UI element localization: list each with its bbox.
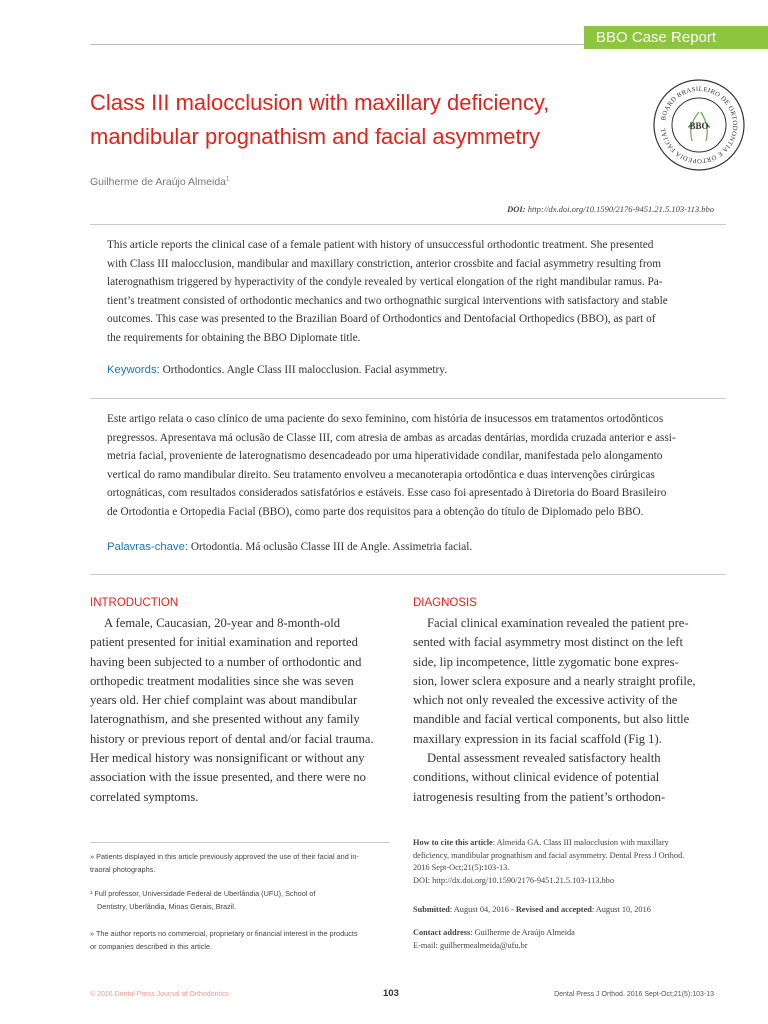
footnote-line: » The author reports no commercial, proprietary or financial interest in the products (90, 929, 358, 938)
keywords-pt (107, 541, 472, 553)
abstract-pt-line: Este artigo relata o caso clínico de uma paciente do sexo feminino, com história de insucessos em tratamentos ortodônticos (107, 413, 664, 425)
introduction-text (90, 614, 390, 807)
accepted-label: Revised and accepted (515, 905, 592, 914)
abstract-en-line: with Class III malocclusion, mandibular and maxillary constriction, anterior crossbite and facial asymmetry resulting from (107, 257, 662, 270)
keywords-en-label: Keywords: (107, 364, 160, 376)
citation-line: : Almeida GA. Class III malocclusion with maxillary (492, 838, 669, 847)
svg-text:BOARD BRASILEIRO DE ORTODONTIA: BOARD BRASILEIRO DE ORTODONTIA E ORTOPEDIA FACIAL (660, 85, 739, 165)
diagnosis-line: mandible and facial vertical components, but also little (413, 712, 690, 727)
abstract-pt-rule (90, 398, 726, 399)
seal-center-text: BBO (689, 121, 709, 131)
diagnosis-line: which not only revealed the excessive activity of the (413, 693, 678, 708)
introduction-line: having been subjected to a number of orthodontic and (90, 654, 362, 669)
footer-copyright: © 2016 Dental Press Journal of Orthodontics (90, 991, 230, 998)
abstract-pt-line: ortognáticas, com resultados considerados satisfatórios e estáveis. Esse caso foi apresentado à Diretoria do Board Brasileiro (107, 487, 667, 500)
author-affiliation-mark: 1 (226, 176, 230, 183)
abstract-pt-line: vertical do ramo mandibular direito. Seu tratamento envolveu a mecanoterapia ortodôntica e duas intervenções cirúrgicas (107, 468, 655, 481)
section-label (596, 28, 716, 47)
abstract-pt-line: metria facial, proveniente de laterognatismo desencadeado por uma hiperatividade condilar, manifestada pelo alongamento (107, 450, 663, 463)
abstract-bottom-rule (90, 574, 726, 575)
doi-line (507, 204, 714, 214)
doi-link[interactable]: http://dx.doi.org/10.1590/2176-9451.21.5.103-113.bbo (527, 204, 714, 214)
abstract-en-line: laterognathism triggered by hyperactivity of the condyle revealed by vertical elongation of the right mandibular ramus. Pa- (107, 276, 663, 289)
introduction-line: patient presented for initial examination and reported (90, 635, 358, 650)
abstract-top-rule (90, 224, 726, 225)
diagnosis-line: side, lip incompetence, little zygomatic bone expres- (413, 654, 679, 669)
footnote-line: » Patients displayed in this article previously approved the use of their facial and in- (90, 852, 359, 861)
author-line (90, 176, 229, 188)
introduction-line: orthopedic treatment modalities since she was seven (90, 673, 354, 688)
abstract-en-line: This article reports the clinical case of a female patient with history of unsuccessful orthodontic treatment. She presented (107, 239, 654, 251)
page-number: 103 (383, 988, 399, 999)
diagnosis-line: Facial clinical examination revealed the patient pre- (427, 616, 689, 630)
keywords-en-text: Orthodontics. Angle Class III malocclusion. Facial asymmetry. (162, 364, 448, 376)
abstract-pt (107, 410, 710, 522)
contact-email[interactable]: E-mail: guilhermealmeida@ufu.br (413, 940, 528, 950)
citation-doi[interactable]: DOI: http://dx.doi.org/10.1590/2176-9451.21.5.103-113.bbo (413, 875, 614, 885)
doi-label: DOI: (507, 204, 526, 214)
contact-label: Contact address (413, 928, 471, 937)
citation-line: 2016 Sept-Oct;21(5):103-13. (413, 863, 510, 873)
keywords-en (107, 364, 447, 376)
abstract-en-line: outcomes. This case was presented to the Brazilian Board of Orthodontics and Dentofacial Orthopedics (BBO), as part of (107, 313, 656, 326)
header-rule (90, 44, 584, 45)
abstract-en (107, 236, 710, 348)
diagnosis-line: sented with facial asymmetry most distinct on the left (413, 635, 684, 650)
footer-journal-ref: Dental Press J Orthod. 2016 Sept-Oct;21(5):103-13 (554, 991, 714, 998)
contact-block (413, 927, 575, 952)
title-line-2: mandibular prognathism and facial asymmetry (90, 124, 540, 149)
title-line-1: Class III malocclusion with maxillary deficiency, (90, 90, 550, 115)
footnote-line: or companies described in this article. (90, 942, 213, 951)
bbo-seal-logo (652, 78, 746, 172)
diagnosis-line: Dental assessment revealed satisfactory health (427, 751, 661, 766)
introduction-line: A female, Caucasian, 20-year and 8-month-old (104, 616, 341, 630)
diagnosis-text (413, 614, 715, 807)
citation-label: How to cite this article (413, 838, 493, 847)
keywords-pt-text: Ortodontia. Má oclusão Classe III de Angle. Assimetria facial. (190, 541, 473, 553)
abstract-en-line: the requirements for obtaining the BBO Diplomate title. (107, 331, 361, 344)
diagnosis-line: maxillary expression in its facial scaffold (Fig 1). (413, 731, 662, 746)
abstract-pt-line: pregressos. Apresentava má oclusão de Classe III, com atresia de ambas as arcadas dentárias, mordida cruzada anterior e assi- (107, 431, 676, 444)
footnote-line: Dentistry, Uberlândia, Minas Gerais, Brazil. (97, 902, 236, 911)
footnote-line: traoral photographs. (90, 865, 156, 874)
article-title (90, 86, 620, 154)
introduction-line: history or previous report of dental and/or facial trauma. (90, 731, 374, 746)
introduction-line: association with the issue presented, and there were no (90, 770, 366, 785)
footnote-interest (90, 927, 358, 953)
abstract-pt-line: de Ortodontia e Ortopedia Facial (BBO), como parte dos requisitos para a obtenção do título de Diplomado pelo BBO. (107, 505, 644, 518)
contact-name: : Guilherme de Araújo Almeida (470, 928, 575, 937)
accepted-date: : August 10, 2016 (591, 905, 651, 914)
footnote-line: ¹ Full professor, Universidade Federal de Uberlândia (UFU), School of (90, 889, 316, 898)
author-name: Guilherme de Araújo Almeida (90, 176, 226, 188)
diagnosis-heading: DIAGNOSIS (413, 597, 477, 609)
introduction-line: Her medical history was nonsignificant or without any (90, 751, 365, 766)
introduction-line: years old. Her chief complaint was about mandibular (90, 693, 358, 708)
introduction-line: correlated symptoms. (90, 789, 199, 804)
citation-line: deficiency, mandibular prognathism and facial asymmetry. Dental Press J Orthod. (413, 850, 685, 860)
abstract-en-line: tient’s treatment consisted of orthodontic mechanics and two orthognathic surgical interventions with satisfactory and stable (107, 294, 668, 307)
section-name: Case Report (631, 29, 717, 46)
diagnosis-line: sion, lower sclera exposure and a nearly straight profile, (413, 673, 696, 688)
submitted-label: Submitted (413, 905, 450, 914)
keywords-pt-label: Palavras-chave: (107, 541, 188, 553)
citation-block (413, 837, 684, 887)
footnote-consent (90, 850, 359, 876)
journal-prefix: BBO (596, 29, 628, 46)
footnote-affiliation (90, 887, 316, 913)
diagnosis-line: conditions, without clinical evidence of potential (413, 770, 660, 785)
submission-dates (413, 904, 651, 917)
footnote-rule (90, 842, 390, 843)
submitted-date: : August 04, 2016 - (449, 905, 516, 914)
diagnosis-line: iatrogenesis resulting from the patient’s orthodon- (413, 789, 666, 804)
introduction-line: laterognathism, and she presented without any family (90, 712, 360, 727)
introduction-heading: INTRODUCTION (90, 597, 179, 609)
